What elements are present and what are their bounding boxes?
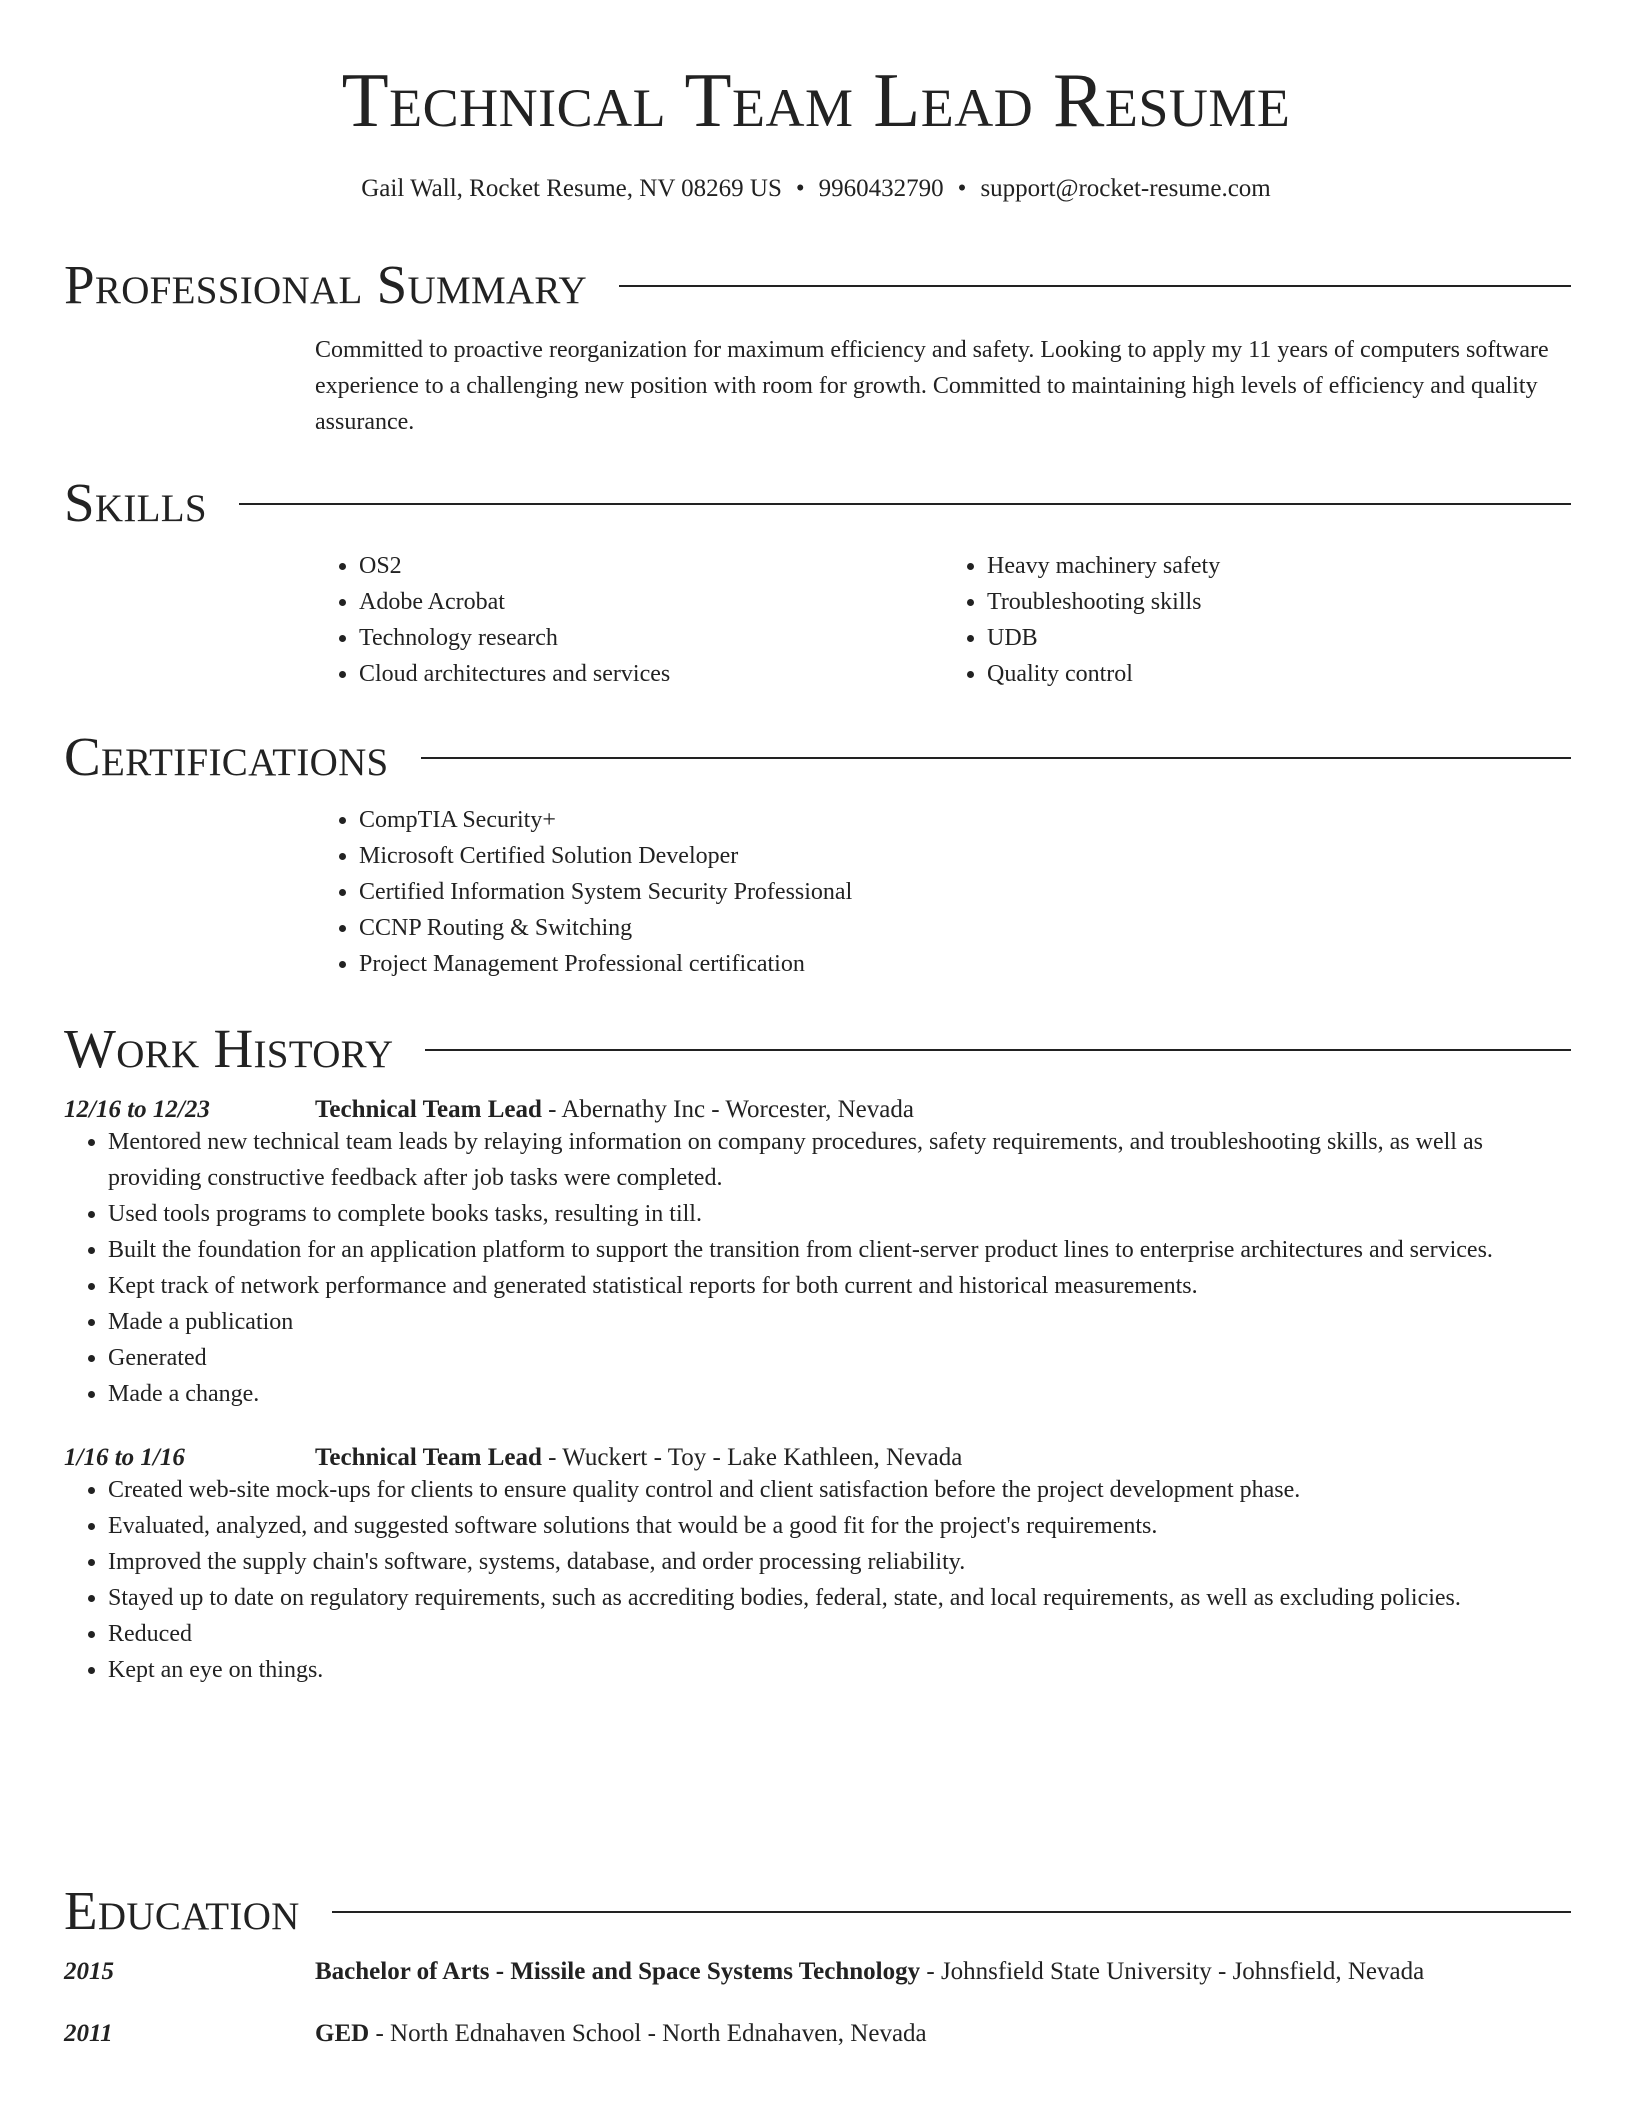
skill-item: • Technology research bbox=[359, 620, 943, 656]
skills-list-right bbox=[943, 548, 1571, 692]
section-divider bbox=[425, 1049, 1571, 1051]
certification-item: • CompTIA Security+ bbox=[359, 802, 1571, 838]
education-year: 2011 bbox=[64, 2020, 113, 2047]
education-section bbox=[64, 1880, 1571, 2048]
contact-phone: 9960432790 bbox=[818, 175, 944, 202]
section-divider bbox=[421, 757, 1571, 759]
job-duty: • Created web-site mock-ups for clients to ensure quality control and client satisfaction before the project development phase. bbox=[108, 1472, 1571, 1508]
separator: • bbox=[957, 175, 967, 202]
contact-email: support@rocket-resume.com bbox=[980, 175, 1271, 202]
job-entry bbox=[64, 1444, 1571, 1688]
separator: • bbox=[795, 175, 805, 202]
job-employer: - Abernathy Inc - Worcester, Nevada bbox=[541, 1096, 914, 1123]
job-duty: • Kept track of network performance and generated statistical reports for both current and historical measurements. bbox=[108, 1268, 1571, 1304]
skill-item: • Troubleshooting skills bbox=[987, 584, 1571, 620]
certification-item: • Project Management Professional certification bbox=[359, 946, 1571, 982]
job-duty: • Stayed up to date on regulatory requirements, such as accrediting bodies, federal, state, and local requirements, as well as excluding policies. bbox=[108, 1580, 1571, 1616]
certifications-list bbox=[315, 802, 1571, 982]
certification-item: • CCNP Routing & Switching bbox=[359, 910, 1571, 946]
skill-item: • UDB bbox=[987, 620, 1571, 656]
education-entry bbox=[64, 1958, 1571, 1986]
work-history-heading: Work History bbox=[64, 1017, 394, 1079]
job-duty: • Used tools programs to complete books tasks, resulting in till. bbox=[108, 1196, 1571, 1232]
skill-item: • Quality control bbox=[987, 656, 1571, 692]
education-entry bbox=[64, 2020, 1571, 2048]
page-title: Technical Team Lead Resume bbox=[341, 57, 1291, 143]
skill-item: • Heavy machinery safety bbox=[987, 548, 1571, 584]
skills-heading: Skills bbox=[64, 471, 207, 533]
education-school: - North Ednahaven School - North Ednahaven, Nevada bbox=[369, 2020, 927, 2047]
certifications-section bbox=[64, 726, 1571, 982]
section-divider bbox=[332, 1911, 1571, 1913]
work-history-section bbox=[64, 1018, 1571, 1688]
summary-text: Committed to proactive reorganization for maximum efficiency and safety. Looking to apply my 11 years of computers software experience to a challenging new position with room for growth. Committed to maintaining high levels of efficiency and quality assurance. bbox=[315, 337, 1549, 435]
job-entry bbox=[64, 1096, 1571, 1412]
section-divider bbox=[619, 285, 1571, 287]
job-duty: • Improved the supply chain's software, systems, database, and order processing reliability. bbox=[108, 1544, 1571, 1580]
skill-item: • OS2 bbox=[359, 548, 943, 584]
job-duties-list bbox=[64, 1124, 1571, 1412]
skill-item: • Cloud architectures and services bbox=[359, 656, 943, 692]
job-employer: - Wuckert - Toy - Lake Kathleen, Nevada bbox=[541, 1444, 963, 1471]
education-year: 2015 bbox=[64, 1958, 114, 1985]
summary-heading: Professional Summary bbox=[64, 253, 588, 315]
skills-list-left bbox=[315, 548, 943, 692]
contact-address: Gail Wall, Rocket Resume, NV 08269 US bbox=[361, 175, 782, 202]
education-school: - Johnsfield State University - Johnsfield, Nevada bbox=[920, 1958, 1425, 1985]
contact-line bbox=[0, 175, 1632, 203]
education-degree: GED bbox=[315, 2020, 370, 2047]
job-title: Technical Team Lead bbox=[315, 1444, 542, 1471]
job-duty: • Mentored new technical team leads by relaying information on company procedures, safety requirements, and troubleshooting skills, as well as providing constructive feedback after job tasks were completed. bbox=[108, 1124, 1571, 1196]
job-duty: • Made a change. bbox=[108, 1376, 1571, 1412]
skill-item: • Adobe Acrobat bbox=[359, 584, 943, 620]
job-dates: 1/16 to 1/16 bbox=[64, 1444, 185, 1471]
skills-section bbox=[64, 472, 1571, 692]
job-duty: • Kept an eye on things. bbox=[108, 1652, 1571, 1688]
certifications-heading: Certifications bbox=[64, 725, 389, 787]
job-duty: • Reduced bbox=[108, 1616, 1571, 1652]
job-title: Technical Team Lead bbox=[315, 1096, 542, 1123]
job-duty: • Generated bbox=[108, 1340, 1571, 1376]
education-degree: Bachelor of Arts - Missile and Space Systems Technology bbox=[315, 1958, 921, 1985]
job-duties-list bbox=[64, 1472, 1571, 1688]
education-heading: Education bbox=[64, 1879, 300, 1941]
certification-item: • Certified Information System Security Professional bbox=[359, 874, 1571, 910]
job-duty: • Made a publication bbox=[108, 1304, 1571, 1340]
section-divider bbox=[239, 503, 1571, 505]
summary-section bbox=[64, 254, 1571, 440]
job-duty: • Evaluated, analyzed, and suggested software solutions that would be a good fit for the project's requirements. bbox=[108, 1508, 1571, 1544]
certification-item: • Microsoft Certified Solution Developer bbox=[359, 838, 1571, 874]
job-dates: 12/16 to 12/23 bbox=[64, 1096, 210, 1123]
job-duty: • Built the foundation for an application platform to support the transition from client-server product lines to enterprise architectures and services. bbox=[108, 1232, 1571, 1268]
